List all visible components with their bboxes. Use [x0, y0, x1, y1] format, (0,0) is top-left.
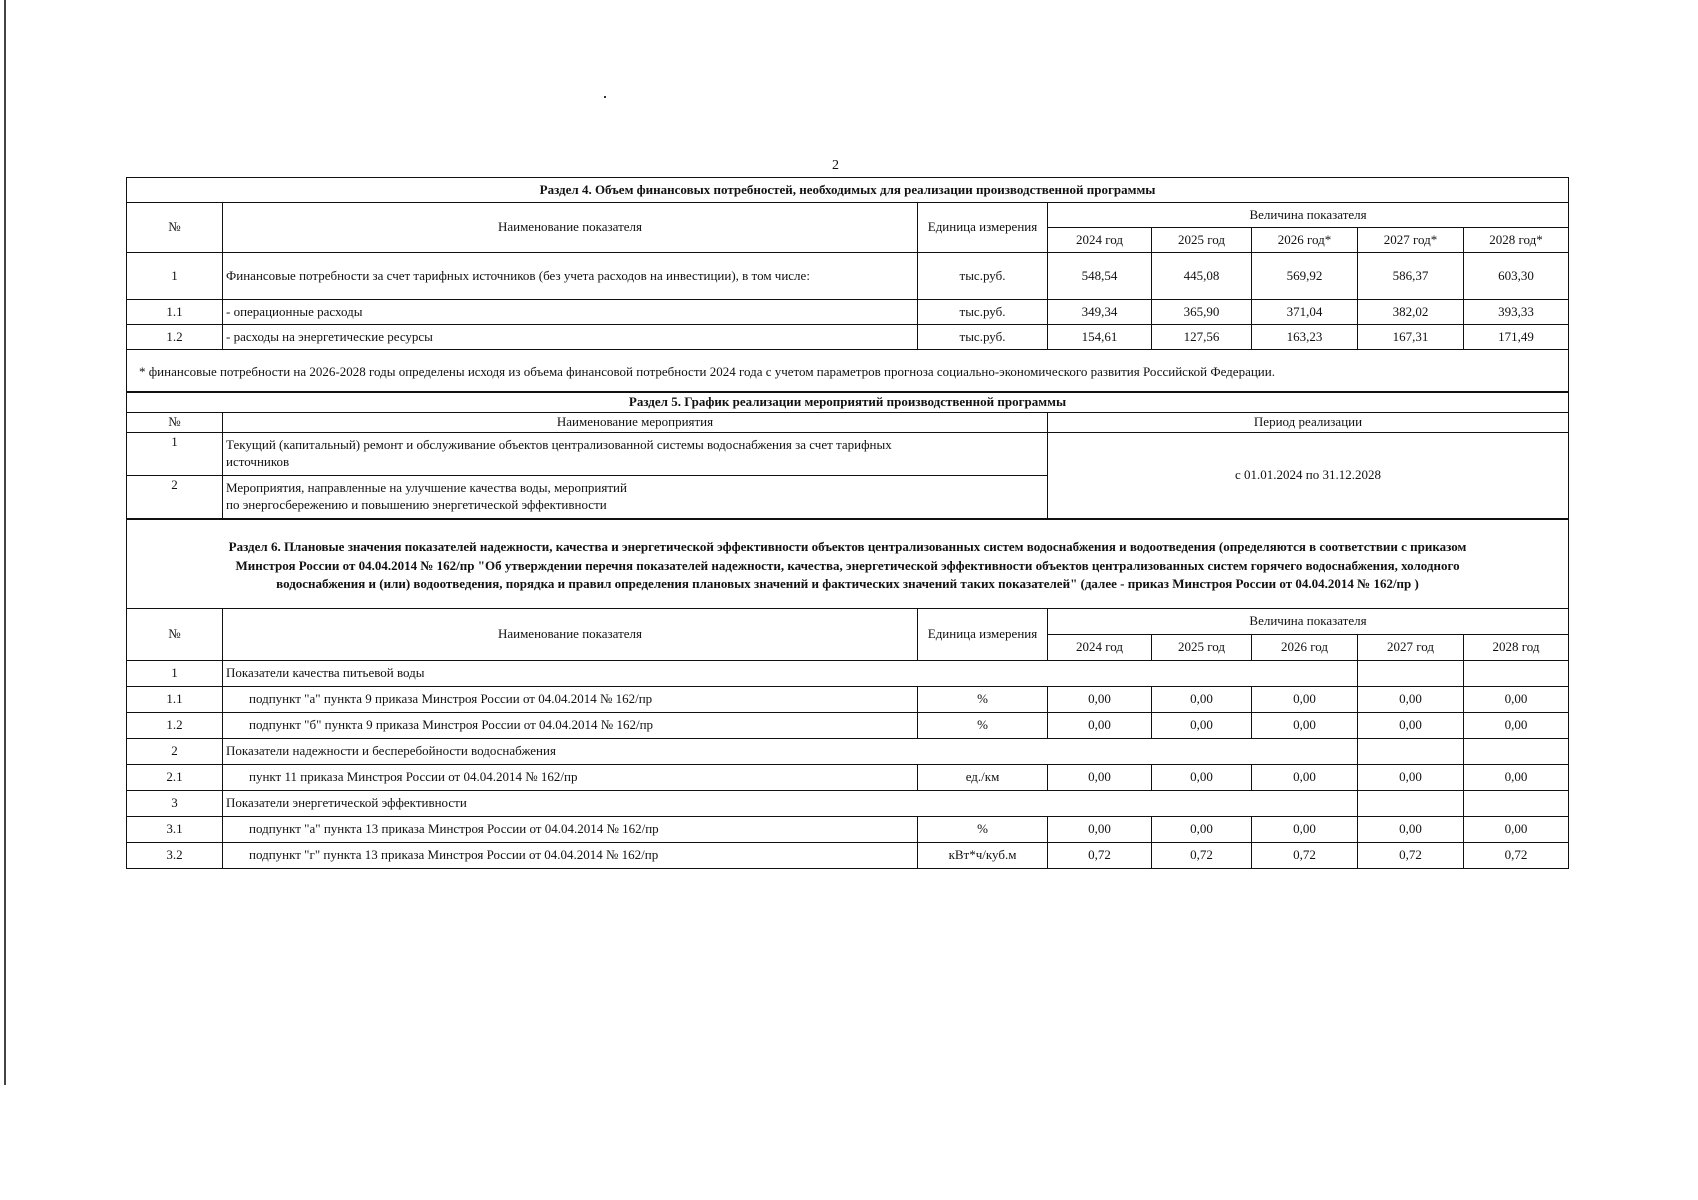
empty-cell	[1358, 739, 1464, 765]
year-header: 2024 год	[1048, 635, 1152, 661]
row-value: 0,00	[1358, 817, 1464, 843]
row-no: 2.1	[127, 765, 223, 791]
row-value: 393,33	[1464, 300, 1569, 325]
group-name: Показатели качества питьевой воды	[223, 661, 1358, 687]
year-header: 2025 год	[1152, 228, 1252, 253]
row-value: 0,72	[1358, 843, 1464, 869]
row-value: 171,49	[1464, 325, 1569, 350]
row-name-line: Мероприятия, направленные на улучшение качества воды, мероприятий	[226, 479, 627, 495]
row-value: 167,31	[1358, 325, 1464, 350]
row-value: 0,00	[1252, 713, 1358, 739]
row-value: 0,00	[1048, 765, 1152, 791]
col-value-header: Величина показателя	[1048, 203, 1569, 228]
row-value: 163,23	[1252, 325, 1358, 350]
section6-title-line: Минстроя России от 04.04.2014 № 162/пр "Об утверждении перечня показателей надежности, качества, энергетической эффективности объектов централизованных систем горячего водоснабжения, холодного	[235, 557, 1460, 573]
row-value: 586,37	[1358, 253, 1464, 300]
group-no: 2	[127, 739, 223, 765]
scan-dot	[604, 96, 606, 98]
page-number: 2	[832, 158, 839, 173]
row-no: 1	[127, 253, 223, 300]
row-value: 0,00	[1358, 713, 1464, 739]
row-name: подпункт "а" пункта 9 приказа Минстроя России от 04.04.2014 № 162/пр	[223, 687, 918, 713]
row-no: 1.2	[127, 325, 223, 350]
row-name: - расходы на энергетические ресурсы	[223, 325, 918, 350]
row-name	[223, 432, 1048, 475]
row-unit: %	[918, 817, 1048, 843]
row-value: 0,00	[1152, 817, 1252, 843]
empty-cell	[1464, 739, 1569, 765]
scan-edge-line	[4, 0, 6, 1085]
col-name-header: Наименование показателя	[223, 609, 918, 661]
row-no: 3.1	[127, 817, 223, 843]
section5-title: Раздел 5. График реализации мероприятий производственной программы	[127, 392, 1569, 412]
year-header: 2026 год*	[1252, 228, 1358, 253]
row-name-line: Текущий (капитальный) ремонт и обслуживание объектов централизованной системы водоснабжения за счет тарифных	[226, 436, 892, 452]
row-value: 0,00	[1358, 687, 1464, 713]
table-row	[127, 687, 1569, 713]
row-no: 1	[127, 432, 223, 475]
group-row	[127, 791, 1569, 817]
table-row	[127, 843, 1569, 869]
row-no: 1.2	[127, 713, 223, 739]
row-value: 0,72	[1464, 843, 1569, 869]
row-name	[223, 475, 1048, 518]
col-unit-header: Единица измерения	[918, 609, 1048, 661]
empty-cell	[1358, 661, 1464, 687]
year-header: 2026 год	[1252, 635, 1358, 661]
year-header: 2027 год	[1358, 635, 1464, 661]
group-row	[127, 661, 1569, 687]
row-value: 0,00	[1464, 765, 1569, 791]
row-name-line: источников	[226, 453, 290, 469]
section6-title-line: водоснабжения и (или) водоотведения, порядка и правил определения плановых значений и фактических значений таких показателей" (далее - приказ Минстроя России от 04.04.2014 № 162/пр )	[276, 576, 1419, 592]
col-value-header: Величина показателя	[1048, 609, 1569, 635]
empty-cell	[1358, 791, 1464, 817]
row-value: 0,00	[1358, 765, 1464, 791]
row-value: 0,00	[1152, 765, 1252, 791]
row-value: 0,00	[1464, 817, 1569, 843]
row-value: 382,02	[1358, 300, 1464, 325]
year-header: 2024 год	[1048, 228, 1152, 253]
row-unit: кВт*ч/куб.м	[918, 843, 1048, 869]
row-unit: %	[918, 713, 1048, 739]
row-value: 0,00	[1152, 713, 1252, 739]
row-value: 0,72	[1048, 843, 1152, 869]
group-row	[127, 739, 1569, 765]
year-header: 2028 год*	[1464, 228, 1569, 253]
row-name: пункт 11 приказа Минстроя России от 04.04.2014 № 162/пр	[223, 765, 918, 791]
row-value: 371,04	[1252, 300, 1358, 325]
section6-table	[126, 519, 1569, 870]
col-period-header: Период реализации	[1048, 412, 1569, 432]
row-unit: %	[918, 687, 1048, 713]
section4-footnote: * финансовые потребности на 2026-2028 годы определены исходя из объема финансовой потребности 2024 года с учетом параметров прогноза социально-экономического развития Российской Федерации.	[127, 350, 1569, 392]
section5-table	[126, 392, 1569, 519]
col-name-header: Наименование показателя	[223, 203, 918, 253]
row-value: 548,54	[1048, 253, 1152, 300]
section6-title-line: Раздел 6. Плановые значения показателей надежности, качества и энергетической эффективности объектов централизованных систем водоснабжения и водоотведения (определяются в соответствии с приказом	[228, 538, 1467, 554]
group-no: 1	[127, 661, 223, 687]
row-value: 127,56	[1152, 325, 1252, 350]
row-no: 1.1	[127, 687, 223, 713]
table-row	[127, 817, 1569, 843]
table-row	[127, 325, 1569, 350]
col-no-header: №	[127, 203, 223, 253]
row-value: 154,61	[1048, 325, 1152, 350]
row-value: 0,00	[1252, 687, 1358, 713]
row-name: - операционные расходы	[223, 300, 918, 325]
row-value: 0,00	[1048, 817, 1152, 843]
group-name: Показатели энергетической эффективности	[223, 791, 1358, 817]
table-row	[127, 253, 1569, 300]
row-value: 569,92	[1252, 253, 1358, 300]
row-value: 445,08	[1152, 253, 1252, 300]
group-name: Показатели надежности и бесперебойности водоснабжения	[223, 739, 1358, 765]
row-value: 603,30	[1464, 253, 1569, 300]
row-value: 0,00	[1464, 687, 1569, 713]
table-row	[127, 300, 1569, 325]
year-header: 2028 год	[1464, 635, 1569, 661]
row-unit: тыс.руб.	[918, 253, 1048, 300]
row-no: 1.1	[127, 300, 223, 325]
row-unit: тыс.руб.	[918, 325, 1048, 350]
table-row	[127, 765, 1569, 791]
year-header: 2027 год*	[1358, 228, 1464, 253]
row-name: подпункт "б" пункта 9 приказа Минстроя России от 04.04.2014 № 162/пр	[223, 713, 918, 739]
row-no: 2	[127, 475, 223, 518]
row-value: 0,00	[1048, 687, 1152, 713]
table-row	[127, 713, 1569, 739]
row-name-line: по энергосбережению и повышению энергетической эффективности	[226, 496, 607, 512]
document-body	[126, 177, 1568, 869]
table-row	[127, 432, 1569, 475]
section4-title: Раздел 4. Объем финансовых потребностей, необходимых для реализации производственной программы	[127, 178, 1569, 203]
col-no-header: №	[127, 609, 223, 661]
empty-cell	[1464, 791, 1569, 817]
col-name-header: Наименование мероприятия	[223, 412, 1048, 432]
year-header: 2025 год	[1152, 635, 1252, 661]
row-value: 349,34	[1048, 300, 1152, 325]
group-no: 3	[127, 791, 223, 817]
empty-cell	[1464, 661, 1569, 687]
row-value: 0,00	[1048, 713, 1152, 739]
row-value: 365,90	[1152, 300, 1252, 325]
row-name: Финансовые потребности за счет тарифных источников (без учета расходов на инвестиции), в том числе:	[223, 253, 918, 300]
row-unit: тыс.руб.	[918, 300, 1048, 325]
section6-title	[127, 519, 1569, 609]
section4-table	[126, 177, 1569, 392]
row-no: 3.2	[127, 843, 223, 869]
row-name: подпункт "а" пункта 13 приказа Минстроя России от 04.04.2014 № 162/пр	[223, 817, 918, 843]
row-value: 0,00	[1464, 713, 1569, 739]
row-value: 0,72	[1152, 843, 1252, 869]
row-value: 0,00	[1152, 687, 1252, 713]
row-unit: ед./км	[918, 765, 1048, 791]
col-no-header: №	[127, 412, 223, 432]
row-value: 0,00	[1252, 817, 1358, 843]
row-name: подпункт "г" пункта 13 приказа Минстроя России от 04.04.2014 № 162/пр	[223, 843, 918, 869]
period-value: с 01.01.2024 по 31.12.2028	[1048, 432, 1569, 518]
row-value: 0,72	[1252, 843, 1358, 869]
row-value: 0,00	[1252, 765, 1358, 791]
col-unit-header: Единица измерения	[918, 203, 1048, 253]
